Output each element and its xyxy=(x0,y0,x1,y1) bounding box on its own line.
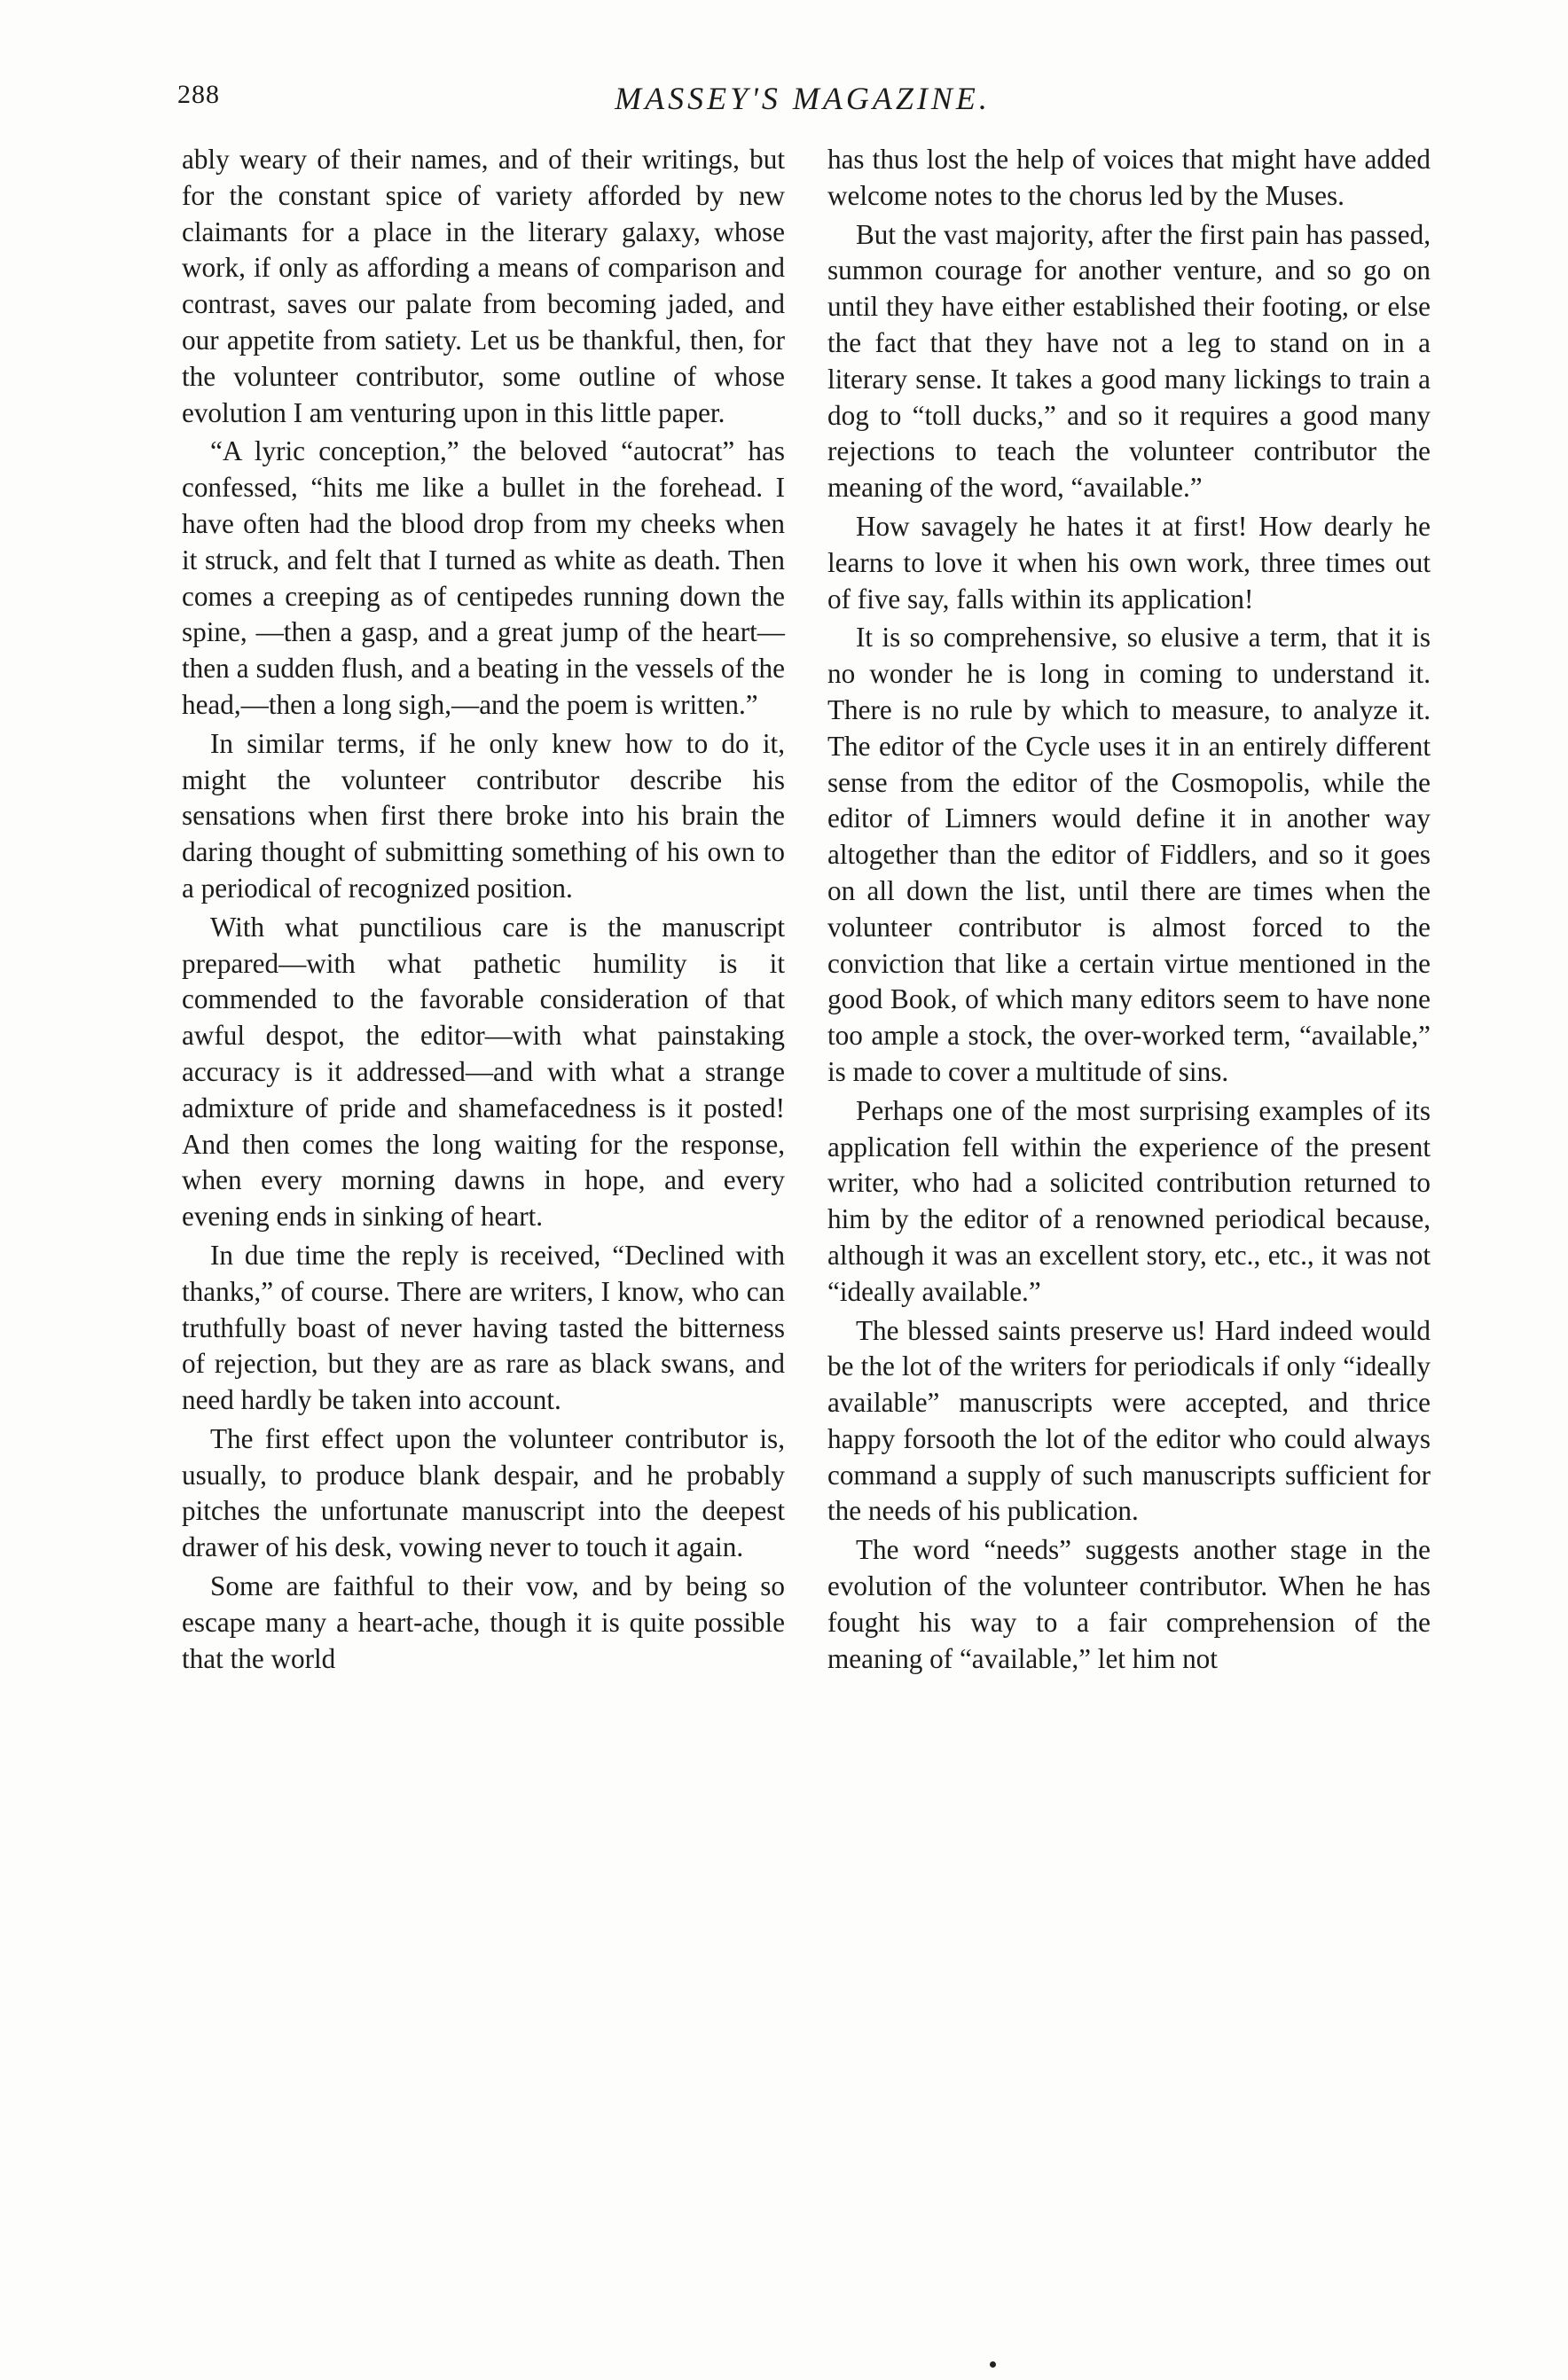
paragraph: In similar terms, if he only knew how to do it, might the volunteer contributor describe his sensations when first there broke into his brain the daring thought of submitting something of his own to a periodical of recognized position. xyxy=(182,727,785,904)
paragraph: ably weary of their names, and of their writings, but for the constant spice of variety afforded by new claimants for a place in the literary galaxy, whose work, if only as affording a means of comparison and contrast, saves our palate from becoming jaded, and our appetite from satiety. Let us be thankful, then, for the volunteer contributor, some outline of whose evolution I am venturing upon in this little paper. xyxy=(182,144,785,428)
left-column xyxy=(182,142,785,1677)
running-title: MASSEY'S MAGAZINE. xyxy=(615,81,991,116)
paragraph: Some are faithful to their vow, and by being so escape many a heart-ache, though it is quite possible that the world xyxy=(182,1570,785,1674)
paragraph: “A lyric conception,” the beloved “autocrat” has confessed, “hits me like a bullet in the forehead. I have often had the blood drop from my cheeks when it struck, and felt that I turned as white as death. Then comes a creeping as of centipedes running down the spine, —then a gasp, and a great jump of the heart—then a sudden flush, and a beating in the vessels of the head,—then a long sigh,—and the poem is written.” xyxy=(182,435,785,720)
right-column xyxy=(827,142,1431,1677)
paragraph: How savagely he hates it at first! How dearly he learns to love it when his own work, three times out of five say, falls within its application! xyxy=(827,510,1431,615)
paragraph: With what punctilious care is the manuscript prepared—with what pathetic humility is it commended to the favorable consideration of that awful despot, the editor—with what painstaking accuracy is it addressed—and with what a strange admixture of pride and shamefacedness is it posted! And then comes the long waiting for the response, when every morning dawns in hope, and every evening ends in sinking of heart. xyxy=(182,911,785,1233)
ink-speck xyxy=(990,2361,996,2368)
paragraph: The blessed saints preserve us! Hard indeed would be the lot of the writers for periodicals if only “ideally available” manuscripts were accepted, and thrice happy forsooth the lot of the editor who could always command a supply of such manuscripts sufficient for the needs of his publication. xyxy=(827,1314,1431,1527)
paragraph: In due time the reply is received, “Declined with thanks,” of course. There are writers, I know, who can truthfully boast of never having tasted the bitterness of rejection, but they are as rare as black swans, and need hardly be taken into account. xyxy=(182,1239,785,1416)
page-header xyxy=(177,80,1428,133)
paragraph: The word “needs” suggests another stage in the evolution of the volunteer contributor. When he has fought his way to a fair comprehension of the meaning of “available,” let him not xyxy=(827,1534,1431,1674)
paragraph: has thus lost the help of voices that might have added welcome notes to the chorus led by the Muses. xyxy=(827,144,1431,211)
paragraph: The first effect upon the volunteer contributor is, usually, to produce blank despair, and he probably pitches the unfortunate manuscript into the deepest drawer of his desk, vowing never to touch it again. xyxy=(182,1422,785,1563)
page-number: 288 xyxy=(177,80,220,109)
paragraph: But the vast majority, after the first pain has passed, summon courage for another venture, and so go on until they have either established their footing, or else the fact that they have not a leg to stand on in a literary sense. It takes a good many lickings to train a dog to “toll ducks,” and so it requires a good many rejections to teach the volunteer contributor the meaning of the word, “available.” xyxy=(827,218,1431,504)
paragraph: It is so comprehensive, so elusive a term, that it is no wonder he is long in coming to understand it. There is no rule by which to measure, to analyze it. The editor of the Cycle uses it in an entirely different sense from the editor of the Cosmopolis, while the editor of Limners would define it in another way altogether than the editor of Fiddlers, and so it goes on all down the list, until there are times when the volunteer contributor is almost forced to the conviction that like a certain virtue mentioned in the good Book, of which many editors seem to have none too ample a stock, the over-worked term, “available,” is made to cover a multitude of sins. xyxy=(827,622,1431,1087)
paragraph: Perhaps one of the most surprising examples of its application fell within the experience of the present writer, who had a solicited contribution returned to him by the editor of a renowned periodical because, although it was an excellent story, etc., etc., it was not “ideally available.” xyxy=(827,1094,1431,1307)
